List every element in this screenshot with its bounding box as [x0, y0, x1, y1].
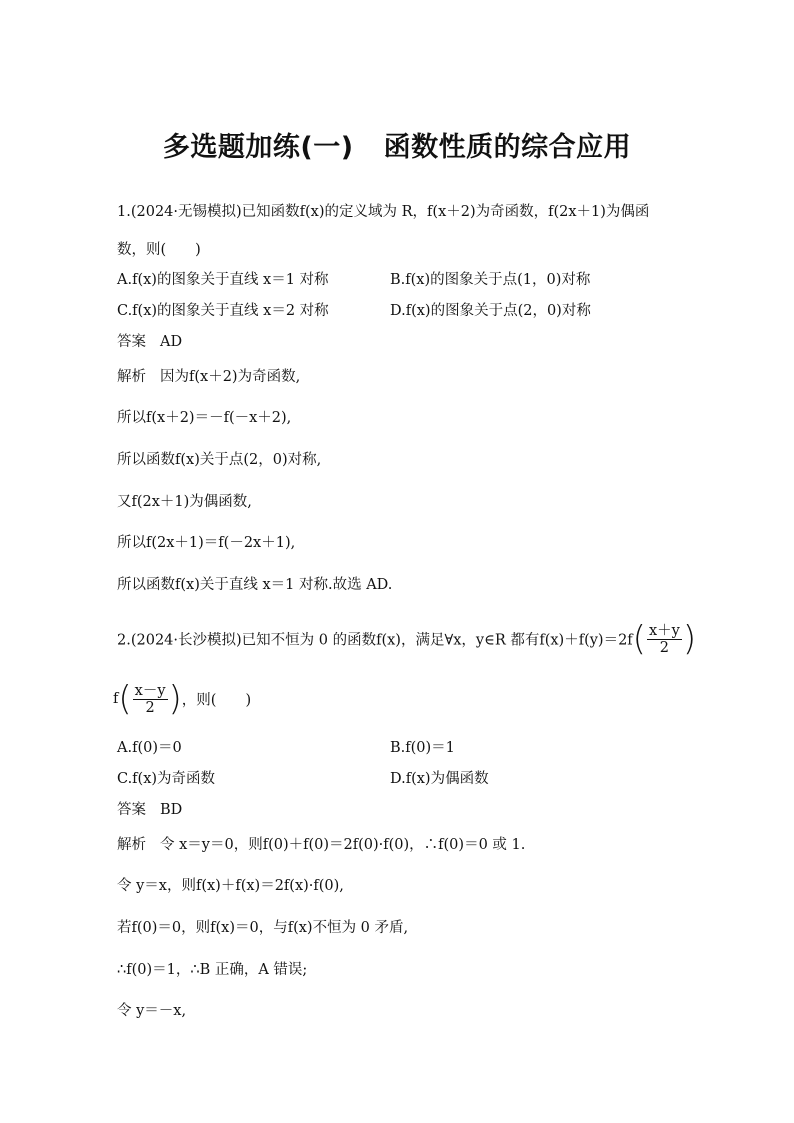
- q2-analysis-text: 令 x＝y＝0，则f(0)＋f(0)＝2f(0)·f(0)，∴f(0)＝0 或 1.: [160, 837, 526, 853]
- q1-analysis-line: 又f(2x＋1)为偶函数,: [117, 494, 252, 510]
- right-paren: ): [168, 679, 182, 719]
- fraction-x-plus-y: [647, 623, 682, 656]
- q1-analysis-line: 所以函数f(x)关于直线 x＝1 对称.故选 AD.: [117, 577, 393, 593]
- q1-answer-value: AD: [160, 334, 183, 350]
- q2-stem-suffix: ，则( ): [181, 692, 252, 709]
- q1-option-d: D.f(x)的图象关于点(2，0)对称: [390, 303, 591, 319]
- fraction-numerator: x－y: [134, 682, 166, 699]
- q2-stem-line-1: [117, 619, 697, 659]
- q2-stem-line-2: [113, 679, 252, 719]
- q2-answer-label: 答案: [117, 802, 146, 818]
- q2-answer-value: BD: [160, 802, 183, 818]
- q1-answer: [117, 332, 182, 352]
- q2-analysis-line: 令 y＝－x,: [117, 1003, 187, 1019]
- q2-frac2-prefix: f: [113, 691, 119, 707]
- fraction-denominator: 2: [145, 699, 155, 716]
- q1-analysis-line: 所以函数f(x)关于点(2，0)对称,: [117, 452, 322, 468]
- q1-option-c: C.f(x)的图象关于直线 x＝2 对称: [117, 303, 329, 319]
- q1-analysis-line: 所以f(2x＋1)＝f(－2x＋1),: [117, 535, 296, 551]
- page-title: [0, 125, 794, 164]
- q1-option-b: B.f(x)的图象关于点(1，0)对称: [390, 272, 591, 288]
- left-paren: (: [632, 619, 646, 659]
- q2-option-c: C.f(x)为奇函数: [117, 771, 216, 787]
- fraction-numerator: x＋y: [648, 622, 680, 639]
- q1-answer-label: 答案: [117, 334, 146, 350]
- q1-stem-line-2: 数，则( ): [117, 242, 201, 258]
- title-part-2: 函数性质的综合应用: [383, 132, 632, 163]
- q1-option-a: A.f(x)的图象关于直线 x＝1 对称: [117, 272, 329, 288]
- fraction-denominator: 2: [659, 639, 669, 656]
- q2-analysis-line: 若f(0)＝0，则f(x)＝0，与f(x)不恒为 0 矛盾,: [117, 920, 409, 936]
- title-part-1: 多选题加练(一): [162, 132, 354, 163]
- left-paren: (: [118, 679, 132, 719]
- q2-stem-prefix: 2.(2024·长沙模拟)已知不恒为 0 的函数f(x)，满足∀x，y∈R 都有f(x)＋f(y)＝2f: [117, 632, 633, 649]
- q2-analysis-line: ∴f(0)＝1，∴B 正确，A 错误;: [117, 962, 308, 978]
- q1-analysis-text: 因为f(x＋2)为奇函数,: [160, 369, 301, 385]
- q2-analysis-label: 解析: [117, 837, 146, 853]
- q2-option-a: A.f(0)＝0: [117, 740, 182, 756]
- q2-option-b: B.f(0)＝1: [390, 740, 455, 756]
- right-paren: ): [682, 619, 697, 659]
- q1-analysis-first: [117, 367, 300, 387]
- q2-analysis-first: [117, 835, 525, 855]
- q1-stem-line-1: 1.(2024·无锡模拟)已知函数f(x)的定义域为 R，f(x＋2)为奇函数，f(2x＋1)为偶函: [117, 204, 650, 220]
- q2-analysis-line: 令 y＝x，则f(x)＋f(x)＝2f(x)·f(0),: [117, 878, 344, 894]
- q2-option-d: D.f(x)为偶函数: [390, 771, 489, 787]
- q1-analysis-label: 解析: [117, 369, 146, 385]
- fraction-x-minus-y: [133, 683, 168, 716]
- q2-answer: [117, 800, 182, 820]
- q1-analysis-line: 所以f(x＋2)＝－f(－x＋2),: [117, 410, 292, 426]
